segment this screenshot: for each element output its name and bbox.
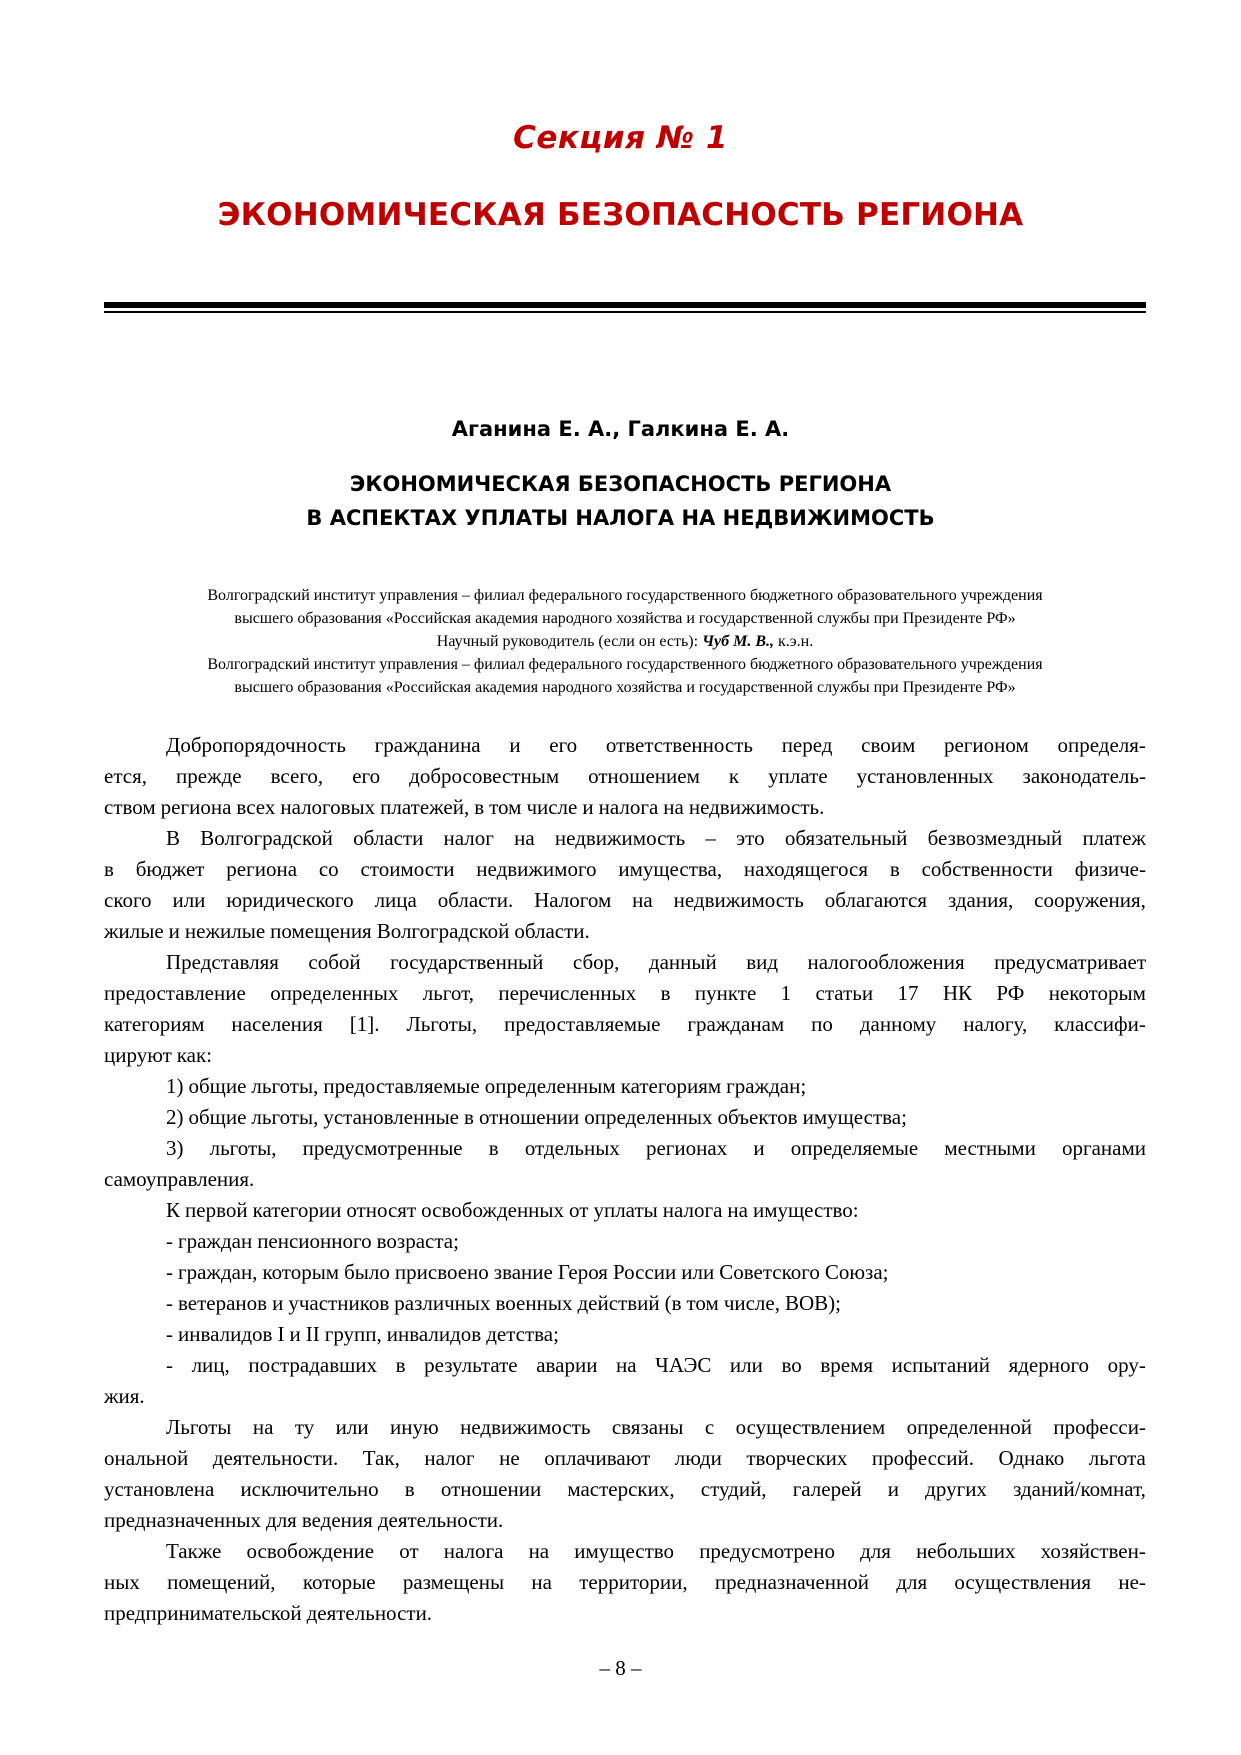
section-label: Секция № 1 bbox=[513, 120, 728, 156]
body-line: установлена исключительно в отношении мастерских, студий, галерей и других зданий/комнат, bbox=[104, 1477, 1146, 1501]
affiliation-line: высшего образования «Российская академия народного хозяйства и государственной службы при Президенте РФ» bbox=[234, 679, 1016, 696]
supervisor-line bbox=[104, 630, 1146, 653]
body-line: предпринимательской деятельности. bbox=[104, 1601, 433, 1625]
body-line: Представляя собой государственный сбор, данный вид налогообложения предусматривает bbox=[166, 950, 1146, 974]
body-line: Также освобождение от налога на имущество предусмотрено для небольших хозяйствен- bbox=[166, 1539, 1146, 1563]
article-title bbox=[0, 467, 1241, 535]
body-line: К первой категории относят освобожденных от уплаты налога на имущество: bbox=[166, 1198, 859, 1222]
page-number: – 8 – bbox=[599, 1656, 642, 1680]
body-line: 2) общие льготы, установленные в отношении определенных объектов имущества; bbox=[166, 1105, 907, 1129]
article-title-line: В АСПЕКТАХ УПЛАТЫ НАЛОГА НА НЕДВИЖИМОСТЬ bbox=[306, 506, 935, 530]
affiliation-block bbox=[104, 584, 1146, 699]
section-title: ЭКОНОМИЧЕСКАЯ БЕЗОПАСНОСТЬ РЕГИОНА bbox=[217, 197, 1024, 233]
body-line: 1) общие льготы, предоставляемые определенным категориям граждан; bbox=[166, 1074, 807, 1098]
body-line: - лиц, пострадавших в результате аварии на ЧАЭС или во время испытаний ядерного ору- bbox=[166, 1353, 1146, 1377]
article-title-line: ЭКОНОМИЧЕСКАЯ БЕЗОПАСНОСТЬ РЕГИОНА bbox=[349, 472, 892, 496]
body-line: ональной деятельности. Так, налог не оплачивают люди творческих профессий. Однако льгота bbox=[104, 1446, 1146, 1470]
header-rule-thin bbox=[104, 311, 1146, 313]
affiliation-line: Волгоградский институт управления – филиал федерального государственного бюджетного образовательного учреждения bbox=[207, 587, 1043, 604]
body-line: жилые и нежилые помещения Волгоградской области. bbox=[104, 919, 590, 943]
body-line: ных помещений, которые размещены на территории, предназначенной для осуществления не- bbox=[104, 1570, 1146, 1594]
supervisor-degree: к.э.н. bbox=[774, 633, 814, 650]
body-line: ется, прежде всего, его добросовестным отношением к уплате установленных законодатель- bbox=[104, 764, 1146, 788]
supervisor-name: Чуб М. В., bbox=[702, 633, 775, 650]
body-line: цируют как: bbox=[104, 1043, 213, 1067]
body-line: ского или юридического лица области. Налогом на недвижимость облагаются здания, сооружения, bbox=[104, 888, 1146, 912]
affiliation-line: высшего образования «Российская академия народного хозяйства и государственной службы при Президенте РФ» bbox=[234, 610, 1016, 627]
body-line: в бюджет региона со стоимости недвижимого имущества, находящегося в собственности физиче- bbox=[104, 857, 1146, 881]
body-line: ством региона всех налоговых платежей, в том числе и налога на недвижимость. bbox=[104, 795, 825, 819]
body-line: Добропорядочность гражданина и его ответственность перед своим регионом определя- bbox=[166, 733, 1146, 757]
body-line: самоуправления. bbox=[104, 1167, 255, 1191]
article-body bbox=[104, 730, 1146, 1629]
affiliation-line: Волгоградский институт управления – филиал федерального государственного бюджетного образовательного учреждения bbox=[207, 656, 1043, 673]
body-line: категориям населения [1]. Льготы, предоставляемые гражданам по данному налогу, классифи- bbox=[104, 1012, 1146, 1036]
supervisor-prefix: Научный руководитель (если он есть): bbox=[436, 633, 703, 650]
body-line: - граждан, которым было присвоено звание Героя России или Советского Союза; bbox=[166, 1260, 889, 1284]
body-line: предназначенных для ведения деятельности. bbox=[104, 1508, 504, 1532]
body-line: - инвалидов I и II групп, инвалидов детства; bbox=[166, 1322, 559, 1346]
article-authors: Аганина Е. А., Галкина Е. А. bbox=[451, 417, 790, 441]
body-line: Льготы на ту или иную недвижимость связаны с осуществлением определенной професси- bbox=[166, 1415, 1146, 1439]
body-line: - граждан пенсионного возраста; bbox=[166, 1229, 459, 1253]
body-line: жия. bbox=[104, 1384, 145, 1408]
header-rule-thick bbox=[104, 302, 1146, 308]
body-line: В Волгоградской области налог на недвижимость – это обязательный безвозмездный платеж bbox=[166, 826, 1146, 850]
body-line: 3) льготы, предусмотренные в отдельных регионах и определяемые местными органами bbox=[166, 1136, 1146, 1160]
body-line: - ветеранов и участников различных военных действий (в том числе, ВОВ); bbox=[166, 1291, 841, 1315]
body-line: предоставление определенных льгот, перечисленных в пункте 1 статьи 17 НК РФ некоторым bbox=[104, 981, 1146, 1005]
